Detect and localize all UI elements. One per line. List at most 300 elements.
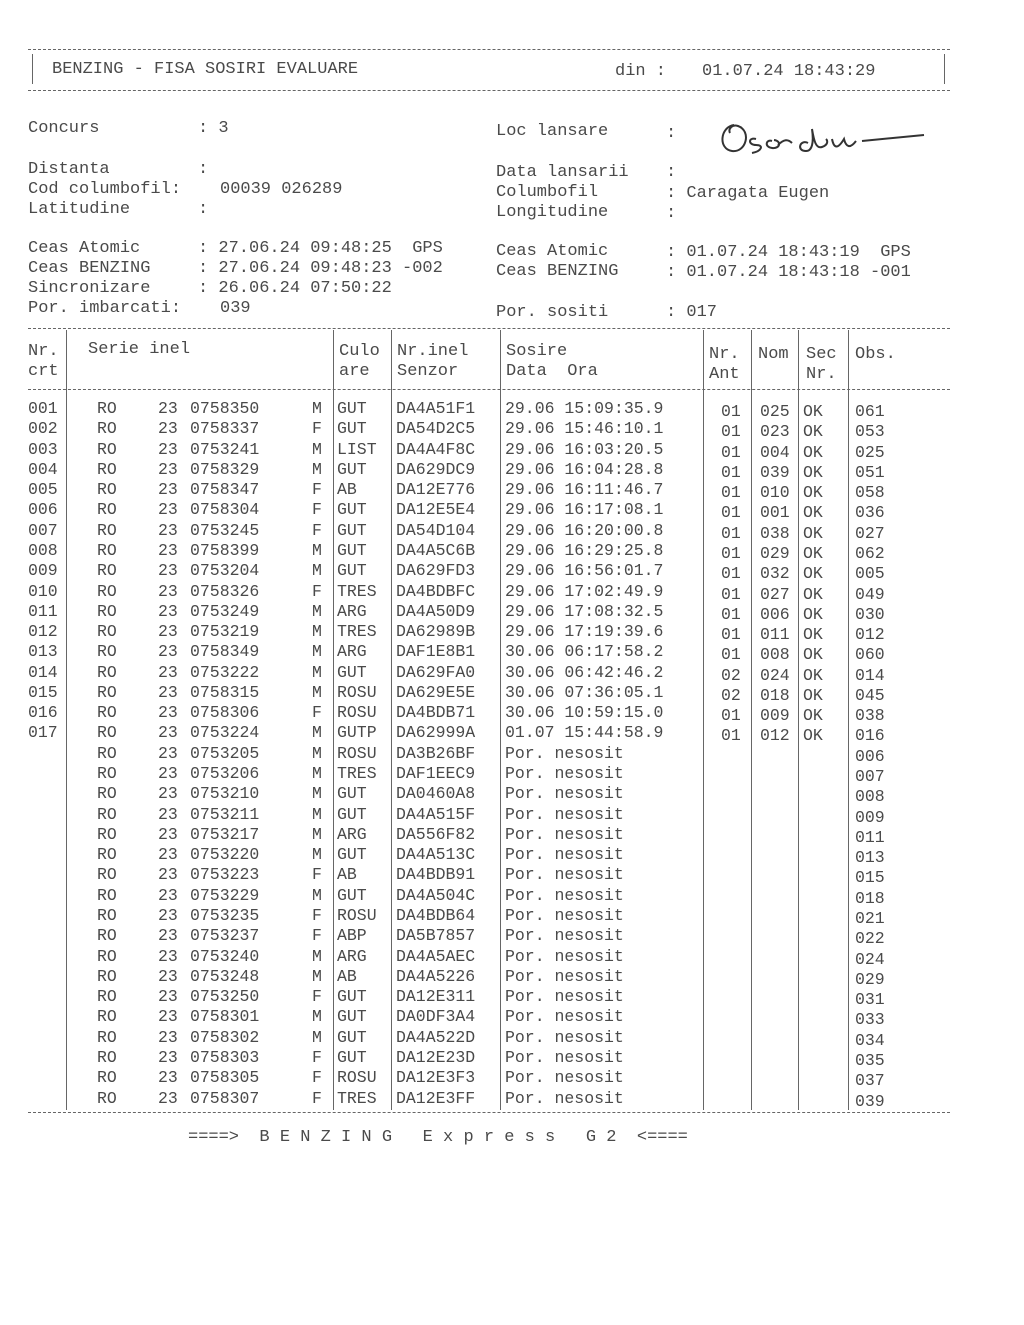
cell-ant: 01	[721, 462, 741, 482]
header-are: are	[339, 362, 370, 381]
cell-arrival: 29.06 17:02:49.9	[505, 581, 664, 601]
cell-obs: 060	[855, 645, 885, 665]
cell-nom: 038	[760, 523, 790, 543]
cell-nr: 004	[28, 459, 58, 479]
cell-sex: M	[312, 662, 322, 682]
cell-nom: 006	[760, 604, 790, 624]
loc-lansare-signature	[712, 115, 932, 165]
cell-color: GUT	[337, 561, 367, 581]
cell-obs: 013	[855, 848, 885, 868]
cell-nom: 027	[760, 584, 790, 604]
cell-nr: 006	[28, 500, 58, 520]
cell-color: AB	[337, 865, 357, 885]
cell-country: RO	[97, 824, 117, 844]
cell-sec: OK	[803, 422, 823, 442]
cell-sex: M	[312, 845, 322, 865]
cell-year: 23	[158, 1047, 178, 1067]
cell-arrival: Por. nesosit	[505, 743, 624, 763]
cell-year: 23	[158, 520, 178, 540]
cell-country: RO	[97, 399, 117, 418]
sincronizare-value: : 26.06.24 07:50:22	[198, 279, 392, 298]
cell-color: ARG	[337, 824, 367, 844]
col-divider-serie	[333, 330, 334, 1110]
header-senzor: Senzor	[397, 362, 459, 381]
cell-obs: 022	[855, 929, 885, 949]
cell-sensor: DA5B7857	[396, 926, 476, 946]
col-divider-culoare	[391, 330, 392, 1110]
cell-nom: 029	[760, 543, 790, 563]
cell-year: 23	[158, 561, 178, 581]
header-sosire: Sosire	[506, 342, 568, 361]
cell-sensor: DA0460A8	[396, 784, 476, 804]
cell-sex: M	[312, 743, 322, 763]
cell-sensor: DAF1EEC9	[396, 764, 476, 784]
cell-sensor: DA3B26BF	[396, 743, 476, 763]
cell-sex: M	[312, 682, 322, 702]
cell-country: RO	[97, 764, 117, 784]
cell-sec: OK	[803, 543, 823, 563]
cell-year: 23	[158, 642, 178, 662]
cell-sec: OK	[803, 706, 823, 726]
latitudine-value: :	[198, 200, 209, 219]
cell-ant: 01	[721, 706, 741, 726]
end-benzing-label: Ceas BENZING	[496, 262, 619, 281]
cell-country: RO	[97, 1027, 117, 1047]
cell-sensor: DA4BDB71	[396, 703, 476, 723]
cell-obs: 039	[855, 1091, 885, 1111]
cell-country: RO	[97, 540, 117, 560]
cell-obs: 021	[855, 909, 885, 928]
cell-arrival: 29.06 16:29:25.8	[505, 540, 664, 560]
cell-country: RO	[97, 500, 117, 520]
cell-country: RO	[97, 622, 117, 642]
report-title: BENZING - FISA SOSIRI EVALUARE	[52, 60, 359, 79]
cell-sex: F	[312, 1088, 322, 1108]
cell-color: ROSU	[337, 906, 377, 925]
cell-country: RO	[97, 419, 117, 439]
cell-sensor: DA4A5C6B	[396, 540, 476, 560]
header-obs: Obs.	[855, 345, 896, 364]
cell-arrival: Por. nesosit	[505, 966, 624, 986]
cell-sensor: DA54D2C5	[396, 419, 476, 439]
cell-sensor: DA62999A	[396, 723, 476, 743]
cell-sensor: DA12E311	[396, 987, 476, 1007]
col-divider-sosire	[703, 330, 704, 1110]
cell-sec: OK	[803, 665, 823, 685]
cell-year: 23	[158, 885, 178, 905]
cell-country: RO	[97, 480, 117, 500]
cell-obs: 031	[855, 990, 885, 1010]
cell-nom: 012	[760, 726, 790, 746]
concurs-value: : 3	[198, 119, 229, 138]
cell-ring: 0753248	[190, 966, 260, 986]
cell-year: 23	[158, 622, 178, 642]
cell-nr: 002	[28, 419, 58, 439]
cell-ant: 01	[721, 483, 741, 503]
cell-year: 23	[158, 601, 178, 621]
cell-sensor: DA4A515F	[396, 804, 476, 824]
cell-obs: 025	[855, 442, 885, 462]
cell-arrival: Por. nesosit	[505, 824, 624, 844]
cell-country: RO	[97, 966, 117, 986]
cell-ring: 0753222	[190, 662, 260, 682]
cell-country: RO	[97, 1068, 117, 1088]
report-din-label: din :	[615, 62, 667, 81]
cell-obs: 058	[855, 483, 885, 503]
cell-nom: 023	[760, 422, 790, 442]
cell-sensor: DA4A50D9	[396, 601, 476, 621]
cell-obs: 053	[855, 422, 885, 442]
cell-obs: 030	[855, 604, 885, 624]
cell-ring: 0758302	[190, 1027, 260, 1047]
header-sec: Sec	[806, 345, 837, 364]
cell-color: GUTP	[337, 723, 377, 743]
cell-country: RO	[97, 682, 117, 702]
cell-ring: 0758315	[190, 682, 260, 702]
cell-ant: 01	[721, 726, 741, 746]
cell-color: ROSU	[337, 703, 377, 723]
cell-sex: M	[312, 622, 322, 642]
end-atomic-label: Ceas Atomic	[496, 242, 609, 261]
cell-country: RO	[97, 703, 117, 723]
cell-year: 23	[158, 682, 178, 702]
cell-color: GUT	[337, 500, 367, 520]
cell-country: RO	[97, 885, 117, 905]
cell-color: TRES	[337, 581, 377, 601]
cell-nom: 001	[760, 503, 790, 523]
cell-sensor: DA12E776	[396, 480, 476, 500]
cell-sex: F	[312, 703, 322, 723]
cell-sensor: DA4A5226	[396, 966, 476, 986]
cell-sex: F	[312, 581, 322, 601]
cell-sex: M	[312, 1007, 322, 1027]
cell-color: GUT	[337, 1027, 367, 1047]
cell-sensor: DA4A504C	[396, 885, 476, 905]
cell-country: RO	[97, 865, 117, 885]
cell-obs: 034	[855, 1030, 885, 1050]
cell-country: RO	[97, 561, 117, 581]
cell-sec: OK	[803, 625, 823, 645]
col-divider-senzor	[500, 330, 501, 1110]
cell-sex: F	[312, 865, 322, 885]
cell-arrival: Por. nesosit	[505, 1027, 624, 1047]
cell-obs: 008	[855, 787, 885, 807]
header-nom: Nom	[758, 345, 789, 364]
cell-year: 23	[158, 804, 178, 824]
cell-sensor: DA629E5E	[396, 682, 476, 702]
cell-sex: M	[312, 601, 322, 621]
col-divider-ant	[751, 330, 752, 1110]
cell-sex: M	[312, 459, 322, 479]
cell-color: LIST	[337, 439, 377, 459]
cell-obs: 037	[855, 1071, 885, 1091]
cell-arrival: 30.06 10:59:15.0	[505, 703, 664, 723]
cell-sec: OK	[803, 726, 823, 746]
cell-arrival: Por. nesosit	[505, 946, 624, 966]
cell-obs: 009	[855, 807, 885, 827]
cell-nr: 012	[28, 622, 58, 642]
cell-ant: 02	[721, 665, 741, 685]
cell-sex: F	[312, 520, 322, 540]
header-left-border	[32, 54, 33, 84]
cell-sex: M	[312, 804, 322, 824]
cell-sex: M	[312, 1027, 322, 1047]
cell-arrival: 29.06 16:04:28.8	[505, 459, 664, 479]
cell-sec: OK	[803, 483, 823, 503]
cell-arrival: 29.06 16:03:20.5	[505, 439, 664, 459]
cell-nom: 039	[760, 462, 790, 482]
cell-sex: F	[312, 500, 322, 520]
cell-country: RO	[97, 601, 117, 621]
cell-nr: 001	[28, 399, 58, 418]
data-lansarii-value: :	[666, 163, 677, 182]
cell-obs: 011	[855, 827, 885, 847]
sincronizare-label: Sincronizare	[28, 279, 151, 298]
cell-arrival: Por. nesosit	[505, 804, 624, 824]
cell-color: TRES	[337, 764, 377, 784]
cell-ring: 0758337	[190, 419, 260, 439]
cell-sensor: DA4A513C	[396, 845, 476, 865]
cell-ring: 0753235	[190, 906, 260, 925]
cell-arrival: Por. nesosit	[505, 1068, 624, 1088]
cell-sensor: DA12E23D	[396, 1047, 476, 1067]
start-atomic-value: : 27.06.24 09:48:25 GPS	[198, 239, 443, 258]
cell-sensor: DA0DF3A4	[396, 1007, 476, 1027]
cell-nr: 008	[28, 540, 58, 560]
cell-ring: 0758303	[190, 1047, 260, 1067]
columbofil-value: : Caragata Eugen	[666, 184, 830, 203]
cell-ring: 0753210	[190, 784, 260, 804]
cell-country: RO	[97, 946, 117, 966]
cell-ring: 0753211	[190, 804, 260, 824]
distanta-label: Distanta	[28, 160, 110, 179]
cell-year: 23	[158, 926, 178, 946]
cell-arrival: Por. nesosit	[505, 885, 624, 905]
cell-nr: 014	[28, 662, 58, 682]
table-bottom-border	[28, 1112, 950, 1113]
cell-ring: 0753250	[190, 987, 260, 1007]
cell-sensor: DAF1E8B1	[396, 642, 476, 662]
cell-ring: 0753229	[190, 885, 260, 905]
cell-sec: OK	[803, 584, 823, 604]
table-header-bottom-border	[28, 389, 950, 390]
cell-sensor: DA4BDBFC	[396, 581, 476, 601]
cell-year: 23	[158, 743, 178, 763]
cell-ant: 01	[721, 625, 741, 645]
header-nr: Nr.	[28, 342, 59, 361]
cell-ring: 0753224	[190, 723, 260, 743]
cell-sex: M	[312, 966, 322, 986]
cell-sec: OK	[803, 645, 823, 665]
cell-sec: OK	[803, 462, 823, 482]
cell-color: GUT	[337, 419, 367, 439]
cell-sensor: DA629FD3	[396, 561, 476, 581]
cell-sex: F	[312, 906, 322, 925]
cell-ring: 0753220	[190, 845, 260, 865]
header-serie-inel: Serie inel	[88, 340, 191, 359]
cell-arrival: 29.06 15:09:35.9	[505, 399, 664, 418]
cell-year: 23	[158, 1027, 178, 1047]
cell-year: 23	[158, 703, 178, 723]
loc-lansare-value: :	[666, 124, 677, 143]
cell-country: RO	[97, 520, 117, 540]
header-nr-ant: Nr.	[709, 345, 740, 364]
cell-nr: 011	[28, 601, 58, 621]
cell-obs: 029	[855, 969, 885, 989]
col-divider-nom	[798, 330, 799, 1110]
cell-nr: 007	[28, 520, 58, 540]
cell-sensor: DA629DC9	[396, 459, 476, 479]
latitudine-label: Latitudine	[28, 200, 131, 219]
cell-obs: 006	[855, 746, 885, 766]
cell-sex: F	[312, 1047, 322, 1067]
cell-nr: 015	[28, 682, 58, 702]
cell-color: GUT	[337, 987, 367, 1007]
cell-sensor: DA12E3F3	[396, 1068, 476, 1088]
cell-arrival: Por. nesosit	[505, 1047, 624, 1067]
start-atomic-label: Ceas Atomic	[28, 239, 141, 258]
cell-ant: 01	[721, 564, 741, 584]
cell-year: 23	[158, 540, 178, 560]
cell-year: 23	[158, 581, 178, 601]
cell-color: ROSU	[337, 682, 377, 702]
cell-ant: 01	[721, 523, 741, 543]
cell-country: RO	[97, 987, 117, 1007]
cell-obs: 049	[855, 584, 885, 604]
cell-sec: OK	[803, 523, 823, 543]
col-divider-nr	[66, 330, 67, 1110]
cell-year: 23	[158, 987, 178, 1007]
cell-nr: 010	[28, 581, 58, 601]
cell-ant: 02	[721, 685, 741, 705]
end-benzing-value: : 01.07.24 18:43:18 -001	[666, 263, 911, 282]
start-benzing-label: Ceas BENZING	[28, 259, 151, 278]
cell-arrival: 29.06 17:19:39.6	[505, 622, 664, 642]
cell-arrival: 29.06 16:20:00.8	[505, 520, 664, 540]
cell-year: 23	[158, 459, 178, 479]
cell-ant: 01	[721, 645, 741, 665]
cell-year: 23	[158, 865, 178, 885]
cell-country: RO	[97, 845, 117, 865]
cell-color: GUT	[337, 804, 367, 824]
cell-arrival: 30.06 06:42:46.2	[505, 662, 664, 682]
cell-nr: 009	[28, 561, 58, 581]
concurs-label: Concurs	[28, 119, 100, 138]
cell-sex: M	[312, 439, 322, 459]
cell-arrival: Por. nesosit	[505, 764, 624, 784]
cell-year: 23	[158, 480, 178, 500]
cell-year: 23	[158, 906, 178, 925]
cell-color: ARG	[337, 642, 367, 662]
cell-ring: 0753219	[190, 622, 260, 642]
cell-country: RO	[97, 642, 117, 662]
cell-arrival: 29.06 16:11:46.7	[505, 480, 664, 500]
cell-country: RO	[97, 723, 117, 743]
cell-obs: 061	[855, 402, 885, 421]
cell-nr: 016	[28, 703, 58, 723]
header-sec-nr: Nr.	[806, 365, 837, 384]
cell-nom: 010	[760, 483, 790, 503]
cell-year: 23	[158, 439, 178, 459]
cell-ring: 0758307	[190, 1088, 260, 1108]
columbofil-label: Columbofil	[496, 183, 599, 202]
cell-country: RO	[97, 804, 117, 824]
cell-ring: 0753223	[190, 865, 260, 885]
cell-color: GUT	[337, 885, 367, 905]
header-crt: crt	[28, 362, 59, 381]
cell-nom: 025	[760, 402, 790, 421]
cell-country: RO	[97, 1007, 117, 1027]
loc-lansare-label: Loc lansare	[496, 122, 609, 141]
cell-obs: 007	[855, 767, 885, 787]
cell-country: RO	[97, 743, 117, 763]
cell-nr: 003	[28, 439, 58, 459]
cell-nr: 017	[28, 723, 58, 743]
cell-country: RO	[97, 1088, 117, 1108]
cell-arrival: Por. nesosit	[505, 845, 624, 865]
cell-ring: 0753205	[190, 743, 260, 763]
cell-color: GUT	[337, 520, 367, 540]
cell-sensor: DA629FA0	[396, 662, 476, 682]
cell-ant: 01	[721, 503, 741, 523]
cell-country: RO	[97, 926, 117, 946]
cell-obs: 033	[855, 1010, 885, 1030]
header-ant: Ant	[709, 365, 740, 384]
table-header-top-border	[28, 328, 950, 329]
cell-arrival: 29.06 16:17:08.1	[505, 500, 664, 520]
cell-arrival: 29.06 15:46:10.1	[505, 419, 664, 439]
cell-ring: 0753249	[190, 601, 260, 621]
cell-country: RO	[97, 439, 117, 459]
cell-arrival: Por. nesosit	[505, 987, 624, 1007]
cell-country: RO	[97, 581, 117, 601]
cell-sex: M	[312, 540, 322, 560]
cell-sensor: DA556F82	[396, 824, 476, 844]
por-sositi-value: : 017	[666, 303, 718, 322]
header-bottom-border	[28, 90, 950, 91]
cell-nom: 004	[760, 442, 790, 462]
cell-color: ABP	[337, 926, 367, 946]
cell-color: GUT	[337, 399, 367, 418]
footer-brand: ====> B E N Z I N G E x p r e s s G 2 <====	[188, 1128, 688, 1147]
cell-ring: 0758329	[190, 459, 260, 479]
cell-color: AB	[337, 480, 357, 500]
cell-sex: M	[312, 824, 322, 844]
cell-sensor: DA4BDB64	[396, 906, 476, 925]
cell-country: RO	[97, 906, 117, 925]
por-imbarcati-value: 039	[220, 299, 251, 318]
cell-year: 23	[158, 824, 178, 844]
cell-arrival: Por. nesosit	[505, 865, 624, 885]
cell-arrival: 01.07 15:44:58.9	[505, 723, 664, 743]
cell-color: GUT	[337, 1007, 367, 1027]
cell-obs: 014	[855, 665, 885, 685]
cell-sex: M	[312, 885, 322, 905]
cell-ring: 0753204	[190, 561, 260, 581]
cod-columbofil-value: 00039 026289	[220, 180, 343, 199]
cell-sex: F	[312, 1068, 322, 1088]
distanta-value: :	[198, 160, 209, 179]
cell-obs: 012	[855, 625, 885, 645]
cell-country: RO	[97, 662, 117, 682]
cell-sex: M	[312, 723, 322, 743]
cell-sex: F	[312, 419, 322, 439]
cell-year: 23	[158, 399, 178, 418]
cell-sex: M	[312, 764, 322, 784]
cell-arrival: Por. nesosit	[505, 1007, 624, 1027]
cell-country: RO	[97, 784, 117, 804]
cell-sensor: DA12E5E4	[396, 500, 476, 520]
